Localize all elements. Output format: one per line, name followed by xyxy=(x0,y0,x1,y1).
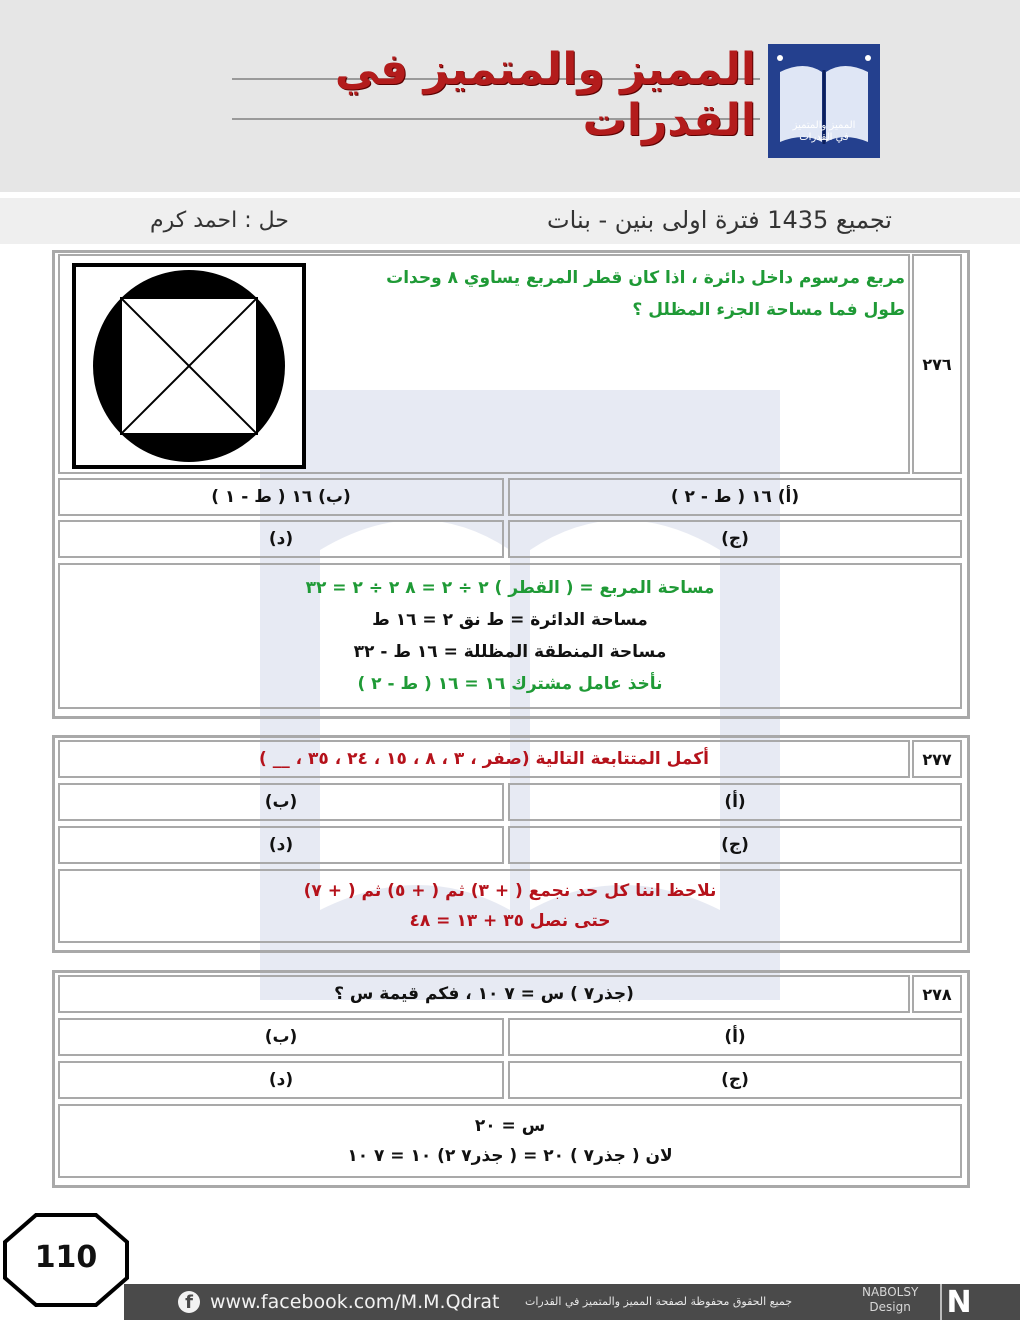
question-line-2: طول فما مساحة الجزء المظلل ؟ xyxy=(632,300,905,320)
square-in-circle-figure xyxy=(72,263,306,469)
solution-cell xyxy=(58,869,962,943)
option-d[interactable]: (د) xyxy=(58,826,504,864)
solution-cell xyxy=(58,1104,962,1178)
facebook-link[interactable]: www.facebook.com/M.M.Qdrat xyxy=(210,1291,500,1313)
page-number: 110 xyxy=(34,1240,98,1275)
option-a[interactable]: (أ) xyxy=(508,783,962,821)
solution-line-2: مساحة الدائرة = ط نق ٢ = ١٦ ط xyxy=(372,610,648,630)
solution-line-1: نلاحظ اننا كل حد نجمع ( + ٣) ثم ( + ٥) ثم ( + ٧) xyxy=(303,881,717,901)
option-c[interactable]: (ج) xyxy=(508,826,962,864)
solver-credit: حل : احمد كرم xyxy=(150,208,289,233)
question-text: أكمل المتتابعة التالية (صفر ، ٣ ، ٨ ، ١٥ ، ٢٤ ، ٣٥ ، __ ) xyxy=(58,740,910,778)
question-line-1: مربع مرسوم داخل دائرة ، اذا كان قطر المربع يساوي ٨ وحدات xyxy=(386,268,905,288)
question-number: ٢٧٧ xyxy=(912,740,962,778)
option-c[interactable]: (ج) xyxy=(508,520,962,558)
option-a[interactable]: (أ) xyxy=(508,1018,962,1056)
designer-name: NABOLSY xyxy=(862,1285,919,1299)
solution-line-3: مساحة المنطقة المظللة = ١٦ ط - ٣٢ xyxy=(353,642,667,662)
copyright-notice: جميع الحقوق محفوظة لصفحة المميز والمتميز في القدرات xyxy=(525,1295,793,1308)
question-number: ٢٧٦ xyxy=(912,254,962,474)
collection-title: تجميع 1435 فترة اولى بنين - بنات xyxy=(547,206,892,234)
solution-line-1: س = ٢٠ xyxy=(474,1116,546,1136)
option-d[interactable]: (د) xyxy=(58,520,504,558)
solution-line-4: نأخذ عامل مشترك ١٦ = ١٦ ( ط - ٢ ) xyxy=(357,674,663,694)
option-a[interactable]: (أ) ١٦ ( ط - ٢ ) xyxy=(508,478,962,516)
solution-line-2: لان ( جذر٧ ) ٢٠ = ( جذر٧ ٢) ١٠ = ٧ ١٠ xyxy=(347,1146,673,1166)
option-d[interactable]: (د) xyxy=(58,1061,504,1099)
option-b[interactable]: (ب) ١٦ ( ط - ١ ) xyxy=(58,478,504,516)
solution-line-1: مساحة المربع = ( القطر ) ٢ ÷ ٢ = ٨ ٢ ÷ ٢ = ٣٢ xyxy=(305,578,715,598)
solution-cell xyxy=(58,563,962,709)
facebook-icon[interactable]: f xyxy=(178,1291,200,1313)
question-text xyxy=(360,262,905,326)
question-number: ٢٧٨ xyxy=(912,975,962,1013)
designer-label: Design xyxy=(869,1300,911,1314)
brand-title: المميز والمتميز في القدرات xyxy=(334,44,756,146)
solution-line-2: حتى نصل ٣٥ + ١٣ = ٤٨ xyxy=(409,911,611,931)
option-c[interactable]: (ج) xyxy=(508,1061,962,1099)
question-text: (جذر٧ ) س = ٧ ١٠ ، فكم قيمة س ؟ xyxy=(58,975,910,1013)
logo-caption: المميز والمتميز في القدرات xyxy=(792,120,856,143)
designer-credit xyxy=(862,1285,918,1315)
designer-logo-icon: N xyxy=(940,1284,976,1320)
option-b[interactable]: (ب) xyxy=(58,783,504,821)
option-b[interactable]: (ب) xyxy=(58,1018,504,1056)
